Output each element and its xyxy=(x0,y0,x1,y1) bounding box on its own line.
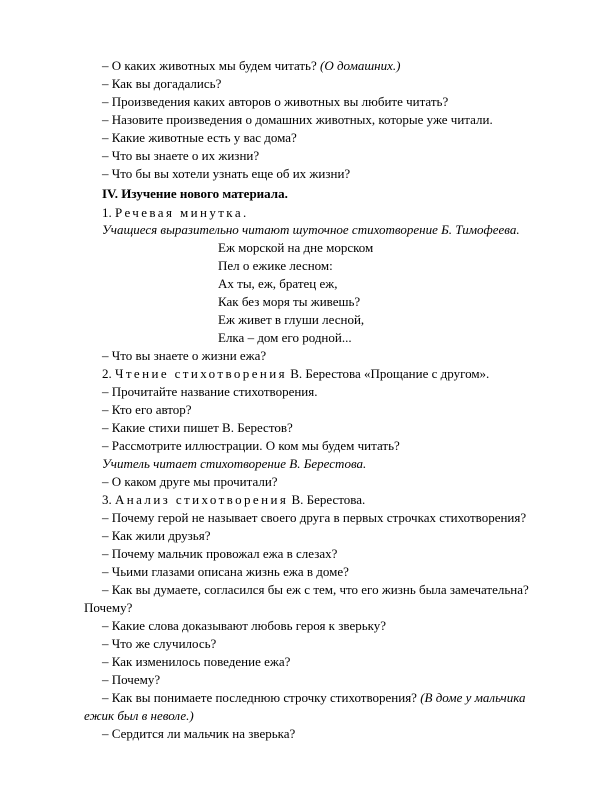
question-line: – Как вы понимаете последнюю строчку стихотворения? (В доме у мальчика xyxy=(102,690,526,705)
question-line: – Какие слова доказывают любовь героя к зверьку? xyxy=(102,618,387,633)
question-line: – Кто его автор? xyxy=(102,402,192,417)
question-line: – О каком друге мы прочитали? xyxy=(102,474,278,489)
question-line: – Как изменилось поведение ежа? xyxy=(102,654,291,669)
poem-line: Как без моря ты живешь? xyxy=(218,294,361,309)
poem-line: Еж живет в глуши лесной, xyxy=(218,312,365,327)
question-line: – Что вы знаете о жизни ежа? xyxy=(102,348,267,363)
question-line: – Почему мальчик провожал ежа в слезах? xyxy=(102,546,338,561)
answer-note-continuation: ежик был в неволе.) xyxy=(84,708,194,723)
question-line: – Прочитайте название стихотворения. xyxy=(102,384,318,399)
question-line: – Какие животные есть у вас дома? xyxy=(102,130,297,145)
question-line: – Как вы думаете, согласился бы еж с тем, что его жизнь была замечательна? xyxy=(102,582,529,597)
question-line: – Произведения каких авторов о животных вы любите читать? xyxy=(102,94,449,109)
poem-line: Ах ты, еж, братец еж, xyxy=(218,276,338,291)
question-line: – Что бы вы хотели узнать еще об их жизни? xyxy=(102,166,351,181)
poem-line: Еж морской на дне морском xyxy=(218,240,374,255)
question-line: – Что вы знаете о их жизни? xyxy=(102,148,260,163)
instruction-note: Учащиеся выразительно читают шуточное стихотворение Б. Тимофеева. xyxy=(102,222,520,237)
question-line: – Назовите произведения о домашних животных, которые уже читали. xyxy=(102,112,493,127)
question-line-continuation: Почему? xyxy=(84,600,133,615)
answer-note: (В доме у мальчика xyxy=(420,690,526,705)
subsection-heading: 2. Чтение стихотворения В. Берестова «Прощание с другом». xyxy=(102,366,490,381)
question-line: – Как жили друзья? xyxy=(102,528,211,543)
instruction-note: Учитель читает стихотворение В. Берестова. xyxy=(102,456,367,471)
section-heading: IV. Изучение нового материала. xyxy=(102,186,288,201)
question-line: – О каких животных мы будем читать? (О домашних.) xyxy=(102,58,401,73)
subsection-heading: 3. Анализ стихотворения В. Берестова. xyxy=(102,492,366,507)
question-line: – Рассмотрите иллюстрации. О ком мы будем читать? xyxy=(102,438,400,453)
poem-line: Пел о ежике лесном: xyxy=(218,258,333,273)
question-line: – Как вы догадались? xyxy=(102,76,222,91)
question-line: – Почему герой не называет своего друга в первых строчках стихотворения? xyxy=(102,510,527,525)
question-line: – Какие стихи пишет В. Берестов? xyxy=(102,420,293,435)
question-line: – Что же случилось? xyxy=(102,636,217,651)
question-line: – Чьими глазами описана жизнь ежа в доме? xyxy=(102,564,349,579)
answer-note: (О домашних.) xyxy=(320,58,401,73)
poem-line: Елка – дом его родной... xyxy=(218,330,352,345)
question-line: – Сердится ли мальчик на зверька? xyxy=(102,726,296,741)
subsection-heading: 1. Речевая минутка. xyxy=(102,205,249,220)
question-line: – Почему? xyxy=(102,672,161,687)
